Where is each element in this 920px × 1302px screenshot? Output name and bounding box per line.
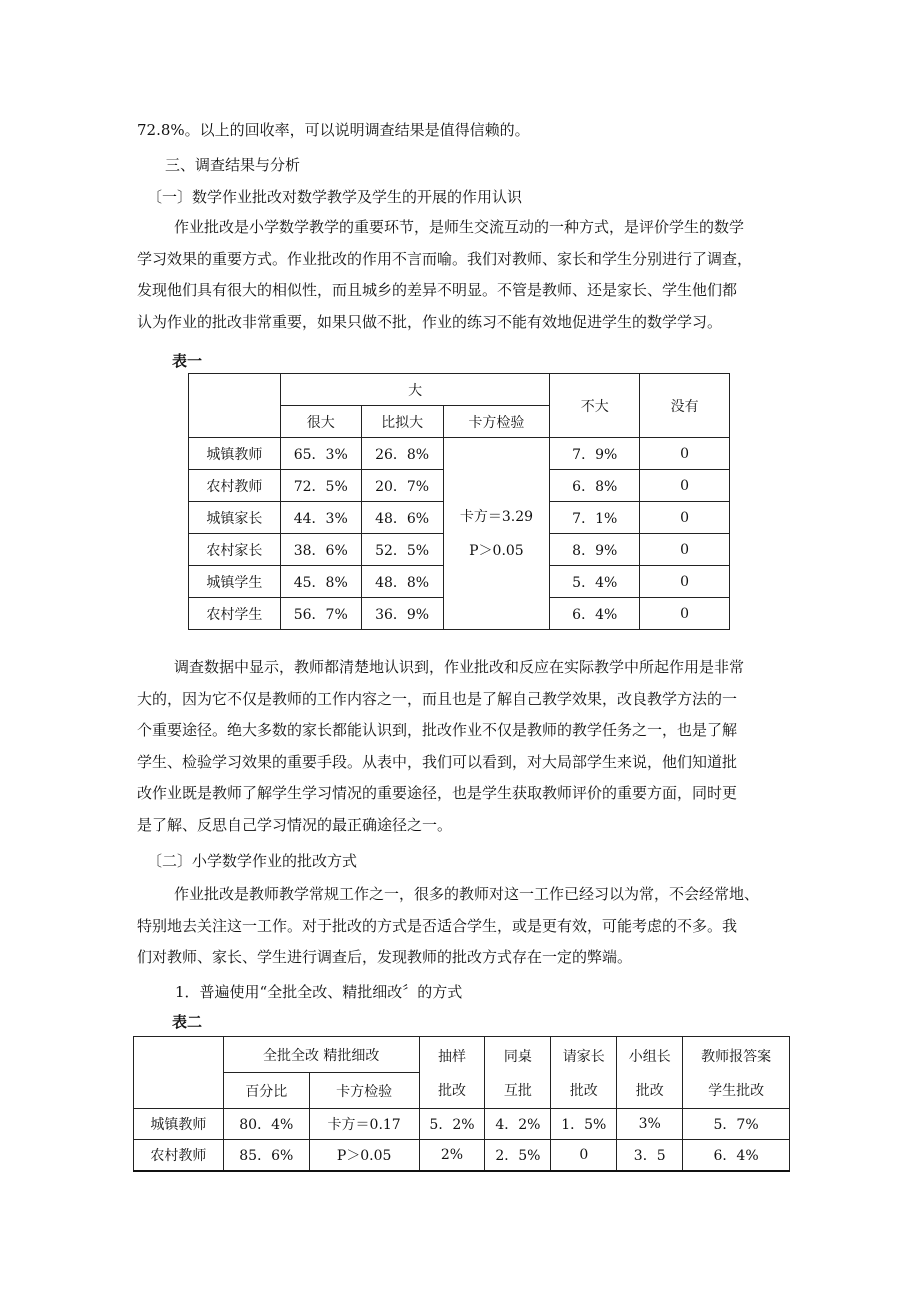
table1-p-value: P＞0.05 bbox=[469, 542, 524, 559]
table1-row-label: 城镇教师 bbox=[189, 438, 281, 470]
subsection-heading-2: 〔二〕小学数学作业的批改方式 bbox=[147, 852, 358, 870]
table1-header-biniada: 比拟大 bbox=[361, 406, 443, 438]
table2-caption: 表二 bbox=[172, 1013, 203, 1031]
table2-header-line: 抽样 bbox=[437, 1048, 466, 1065]
table1-row-label: 城镇学生 bbox=[189, 566, 281, 598]
section-heading-results: 三、调查结果与分析 bbox=[165, 156, 301, 174]
paragraph-line: 作业批改是小学数学教学的重要环节，是师生交流互动的一种方式，是评价学生的数学 bbox=[174, 218, 745, 236]
table2-cell-pct: 85．6% bbox=[223, 1140, 309, 1172]
table2-cell-sample: 5．2% bbox=[419, 1109, 485, 1140]
table2-cell-chi: P＞0.05 bbox=[309, 1140, 419, 1172]
table-2 bbox=[133, 1036, 790, 1172]
paragraph-line: 改作业既是教师了解学生学习情况的重要途径，也是学生获取教师评价的重要方面，同时更 bbox=[137, 784, 738, 802]
paragraph-1 bbox=[137, 212, 787, 338]
table1-cell-biniada: 48．8% bbox=[361, 566, 443, 598]
table2-header-peer bbox=[485, 1037, 551, 1109]
table2-header-line: 同桌 bbox=[503, 1048, 532, 1065]
table2-header-pct: 百分比 bbox=[223, 1073, 309, 1109]
table1-cell-buda: 6．4% bbox=[550, 598, 640, 630]
table1-cell-meiyou: 0 bbox=[640, 438, 730, 470]
table2-header-kafang: 卡方检验 bbox=[309, 1073, 419, 1109]
table1-row-label: 农村教师 bbox=[189, 470, 281, 502]
table1-chi-value: 卡方＝3.29 bbox=[459, 508, 534, 525]
table1-cell-henda: 38．6% bbox=[280, 534, 361, 566]
table1-cell-biniada: 48．6% bbox=[361, 502, 443, 534]
table2-row-label: 农村教师 bbox=[134, 1140, 224, 1172]
table1-row-label: 农村家长 bbox=[189, 534, 281, 566]
table1-header-meiyou: 没有 bbox=[640, 374, 730, 438]
table1-cell-meiyou: 0 bbox=[640, 470, 730, 502]
table2-header-line: 批改 bbox=[635, 1082, 664, 1099]
paragraph-line: 认为作业的批改非常重要，如果只做不批，作业的练习不能有效地促进学生的数学学习。 bbox=[137, 312, 723, 331]
subsection-heading-1: 〔一〕数学作业批改对数学教学及学生的开展的作用认识 bbox=[147, 188, 523, 206]
table1-row-label: 农村学生 bbox=[189, 598, 281, 630]
table2-cell-parent: 1．5% bbox=[551, 1109, 617, 1140]
table2-corner bbox=[134, 1037, 224, 1109]
table1-cell-biniada: 52．5% bbox=[361, 534, 443, 566]
table2-cell-sample: 2% bbox=[419, 1140, 485, 1172]
paragraph-line: 调查数据中显示，教师都清楚地认识到，作业批改和反应在实际教学中所起作用是非常 bbox=[174, 658, 745, 676]
table1-cell-henda: 44．3% bbox=[280, 502, 361, 534]
table2-cell-peer: 2．5% bbox=[485, 1140, 551, 1172]
table1-cell-buda: 8．9% bbox=[550, 534, 640, 566]
table1-header-kafang: 卡方检验 bbox=[443, 406, 550, 438]
paragraph-line: 特别地去关注这一工作。对于批改的方式是否适合学生，或是更有效，可能考虑的不多。我 bbox=[137, 916, 738, 935]
table2-cell-parent: 0 bbox=[551, 1140, 617, 1172]
table1-cell-buda: 6．8% bbox=[550, 470, 640, 502]
table1-cell-biniada: 26．8% bbox=[361, 438, 443, 470]
table1-cell-meiyou: 0 bbox=[640, 566, 730, 598]
table1-cell-buda: 7．1% bbox=[550, 502, 640, 534]
table2-header-line: 请家长 bbox=[562, 1048, 605, 1065]
table1-header-henda: 很大 bbox=[280, 406, 361, 438]
table2-header-answer bbox=[683, 1037, 790, 1109]
table1-cell-buda: 7．9% bbox=[550, 438, 640, 470]
table2-cell-group: 3．5 bbox=[617, 1140, 683, 1172]
table1-row-label: 城镇家长 bbox=[189, 502, 281, 534]
table2-header-line: 批改 bbox=[437, 1082, 466, 1099]
table2-header-full-correction: 全批全改 精批细改 bbox=[223, 1037, 419, 1073]
table2-header-group bbox=[617, 1037, 683, 1109]
table1-cell-henda: 72．5% bbox=[280, 470, 361, 502]
table1-cell-henda: 65．3% bbox=[280, 438, 361, 470]
table2-cell-peer: 4．2% bbox=[485, 1109, 551, 1140]
table1-cell-henda: 56．7% bbox=[280, 598, 361, 630]
paragraph-3 bbox=[137, 879, 787, 974]
recovery-rate-line: 72.8%。以上的回收率，可以说明调查结果是值得信赖的。 bbox=[137, 121, 530, 139]
paragraph-2 bbox=[137, 652, 787, 841]
table2-row-label: 城镇教师 bbox=[134, 1109, 224, 1140]
table2-cell-chi: 卡方＝0.17 bbox=[309, 1109, 419, 1140]
table2-header-line: 学生批改 bbox=[708, 1082, 765, 1099]
table1-header-da: 大 bbox=[280, 374, 550, 406]
table2-header-sample bbox=[419, 1037, 485, 1109]
table1-cell-meiyou: 0 bbox=[640, 534, 730, 566]
table2-cell-answer: 6．4% bbox=[683, 1140, 790, 1172]
paragraph-line: 大的，因为它不仅是教师的工作内容之一，而且也是了解自己教学效果，改良教学方法的一 bbox=[137, 689, 738, 708]
paragraph-line: 个重要途径。绝大多数的家长都能认识到，批改作业不仅是教师的教学任务之一，也是了解 bbox=[137, 721, 738, 739]
table2-cell-pct: 80．4% bbox=[223, 1109, 309, 1140]
table1-caption: 表一 bbox=[172, 352, 203, 370]
table1-cell-buda: 5．4% bbox=[550, 566, 640, 598]
table2-header-line: 教师报答案 bbox=[701, 1048, 772, 1065]
table1-cell-meiyou: 0 bbox=[640, 502, 730, 534]
table1-cell-henda: 45．8% bbox=[280, 566, 361, 598]
paragraph-line: 们对教师、家长、学生进行调查后，发现教师的批改方式存在一定的弊端。 bbox=[137, 948, 633, 966]
table2-cell-answer: 5．7% bbox=[683, 1109, 790, 1140]
paragraph-line: 学习效果的重要方式。作业批改的作用不言而喻。我们对教师、家长和学生分别进行了调查， bbox=[137, 249, 753, 268]
list-item-1: 1．普遍使用“全批全改、精批细改〞的方式 bbox=[175, 983, 463, 1001]
table2-header-parent bbox=[551, 1037, 617, 1109]
paragraph-line: 学生、检验学习效果的重要手段。从表中，我们可以看到，对大局部学生来说，他们知道批 bbox=[137, 752, 738, 771]
paragraph-line: 是了解、反思自己学习情况的最正确途径之一。 bbox=[137, 815, 453, 834]
table-1 bbox=[188, 373, 730, 630]
paragraph-line: 作业批改是教师教学常规工作之一，很多的教师对这一工作已经习以为常，不会经常地、 bbox=[174, 885, 760, 903]
table2-header-line: 批改 bbox=[569, 1082, 598, 1099]
table1-chi-square-cell bbox=[443, 438, 550, 630]
table1-cell-biniada: 20．7% bbox=[361, 470, 443, 502]
table2-header-line: 互批 bbox=[503, 1082, 532, 1099]
paragraph-line: 发现他们具有很大的相似性，而且城乡的差异不明显。不管是教师、还是家长、学生他们都 bbox=[137, 281, 738, 299]
table1-cell-meiyou: 0 bbox=[640, 598, 730, 630]
table1-header-buda: 不大 bbox=[550, 374, 640, 438]
table1-cell-biniada: 36．9% bbox=[361, 598, 443, 630]
table2-cell-group: 3% bbox=[617, 1109, 683, 1140]
table1-corner bbox=[189, 374, 281, 438]
table2-header-line: 小组长 bbox=[628, 1048, 671, 1065]
